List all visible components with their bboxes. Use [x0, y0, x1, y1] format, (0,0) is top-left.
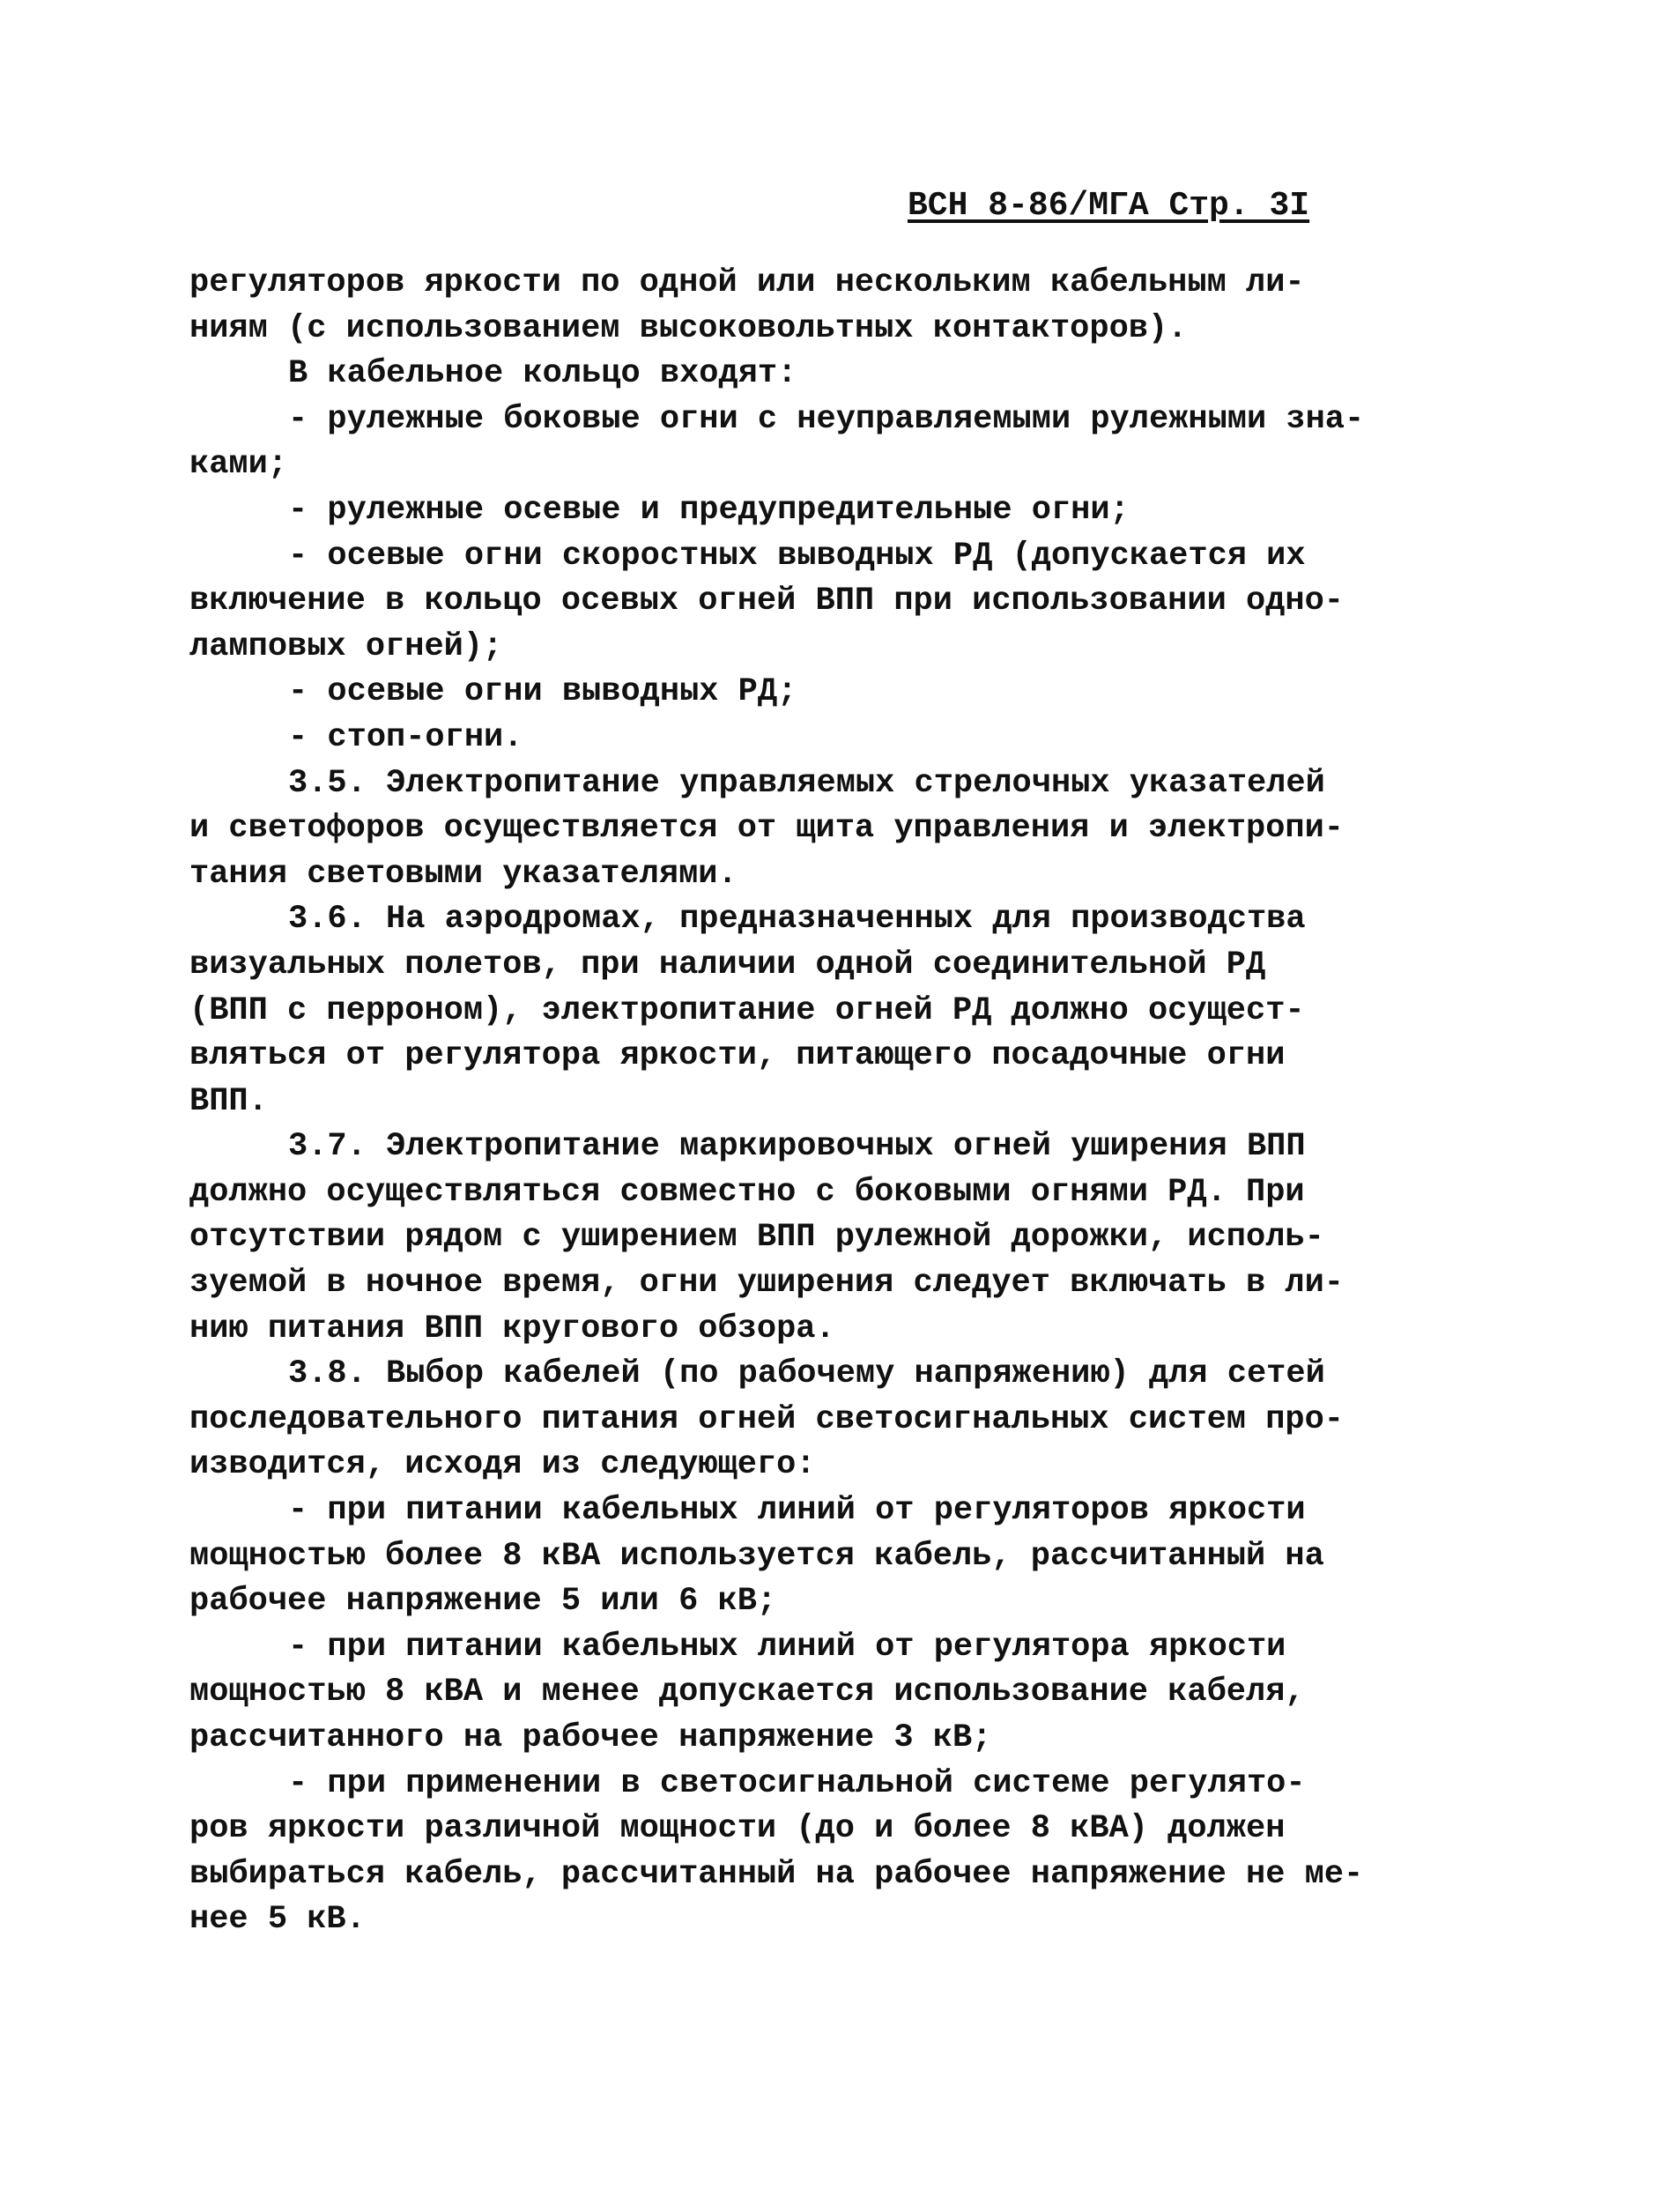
text-line: - рулежные боковые огни с неуправляемыми рулежными зна- [288, 400, 1365, 438]
text-line: ламповых огней); [189, 627, 503, 665]
text-line: тания световыми указателями. [189, 855, 738, 893]
text-line: зуемой в ночное время, огни уширения следует включать в ли- [189, 1265, 1345, 1303]
text-line: выбираться кабель, рассчитанный на рабочее напряжение не ме- [189, 1855, 1364, 1893]
text-line: ВПП. [189, 1082, 268, 1120]
text-line: мощностью более 8 кВА используется кабель, рассчитанный на [189, 1537, 1324, 1575]
text-line: визуальных полетов, при наличии одной соединительной РД [189, 946, 1266, 984]
text-line: отсутствии рядом с уширением ВПП рулежной дорожки, исполь- [189, 1219, 1324, 1257]
text-line: В кабельное кольцо входят: [288, 355, 797, 393]
text-line: 3.7. Электропитание маркировочных огней уширения ВПП [288, 1128, 1306, 1166]
text-line: - стоп-огни. [288, 718, 523, 756]
text-line: мощностью 8 кВА и менее допускается использование кабеля, [189, 1674, 1305, 1711]
document-body [189, 261, 1365, 1943]
text-line: регуляторов яркости по одной или нескольким кабельным ли- [189, 264, 1305, 301]
text-line: ров яркости различной мощности (до и более 8 кВА) должен [189, 1810, 1286, 1848]
text-line: - при питании кабельных линий от регуляторов яркости [288, 1492, 1306, 1530]
text-line: ниям (с использованием высоковольтных контакторов). [189, 309, 1188, 347]
text-line: рассчитанного на рабочее напряжение 3 кВ; [189, 1719, 992, 1756]
text-line: - осевые огни выводных РД; [288, 673, 797, 711]
text-line: и светофоров осуществляется от щита управления и электропи- [189, 810, 1345, 848]
text-line: ками; [189, 446, 288, 484]
text-line: - рулежные осевые и предупредительные огни; [288, 491, 1130, 529]
text-line: 3.8. Выбор кабелей (по рабочему напряжению) для сетей [288, 1355, 1325, 1393]
text-line: 3.5. Электропитание управляемых стрелочных указателей [288, 764, 1325, 802]
page-header: ВСН 8-86/МГА Стр. 3I [908, 187, 1310, 225]
text-line: 3.6. На аэродромах, предназначенных для производства [288, 901, 1306, 939]
text-line: последовательного питания огней светосигнальных систем про- [189, 1400, 1345, 1438]
text-line: нию питания ВПП кругового обзора. [189, 1310, 835, 1347]
text-line: нее 5 кВ. [189, 1901, 366, 1939]
text-line: должно осуществляться совместно с боковыми огнями РД. При [189, 1173, 1305, 1211]
text-line: - при применении в светосигнальной системе регулято- [288, 1764, 1306, 1802]
text-line: вляться от регулятора яркости, питающего посадочные огни [189, 1037, 1286, 1075]
text-line: рабочее напряжение 5 или 6 кВ; [189, 1583, 777, 1621]
text-line: - осевые огни скоростных выводных РД (допускается их [288, 537, 1306, 575]
text-line: включение в кольцо осевых огней ВПП при использовании одно- [189, 583, 1345, 620]
text-line: изводится, исходя из следующего: [189, 1446, 816, 1484]
text-line: (ВПП с перроном), электропитание огней РД должно осущест- [189, 991, 1305, 1029]
text-line: - при питании кабельных линий от регулятора яркости [288, 1628, 1286, 1666]
